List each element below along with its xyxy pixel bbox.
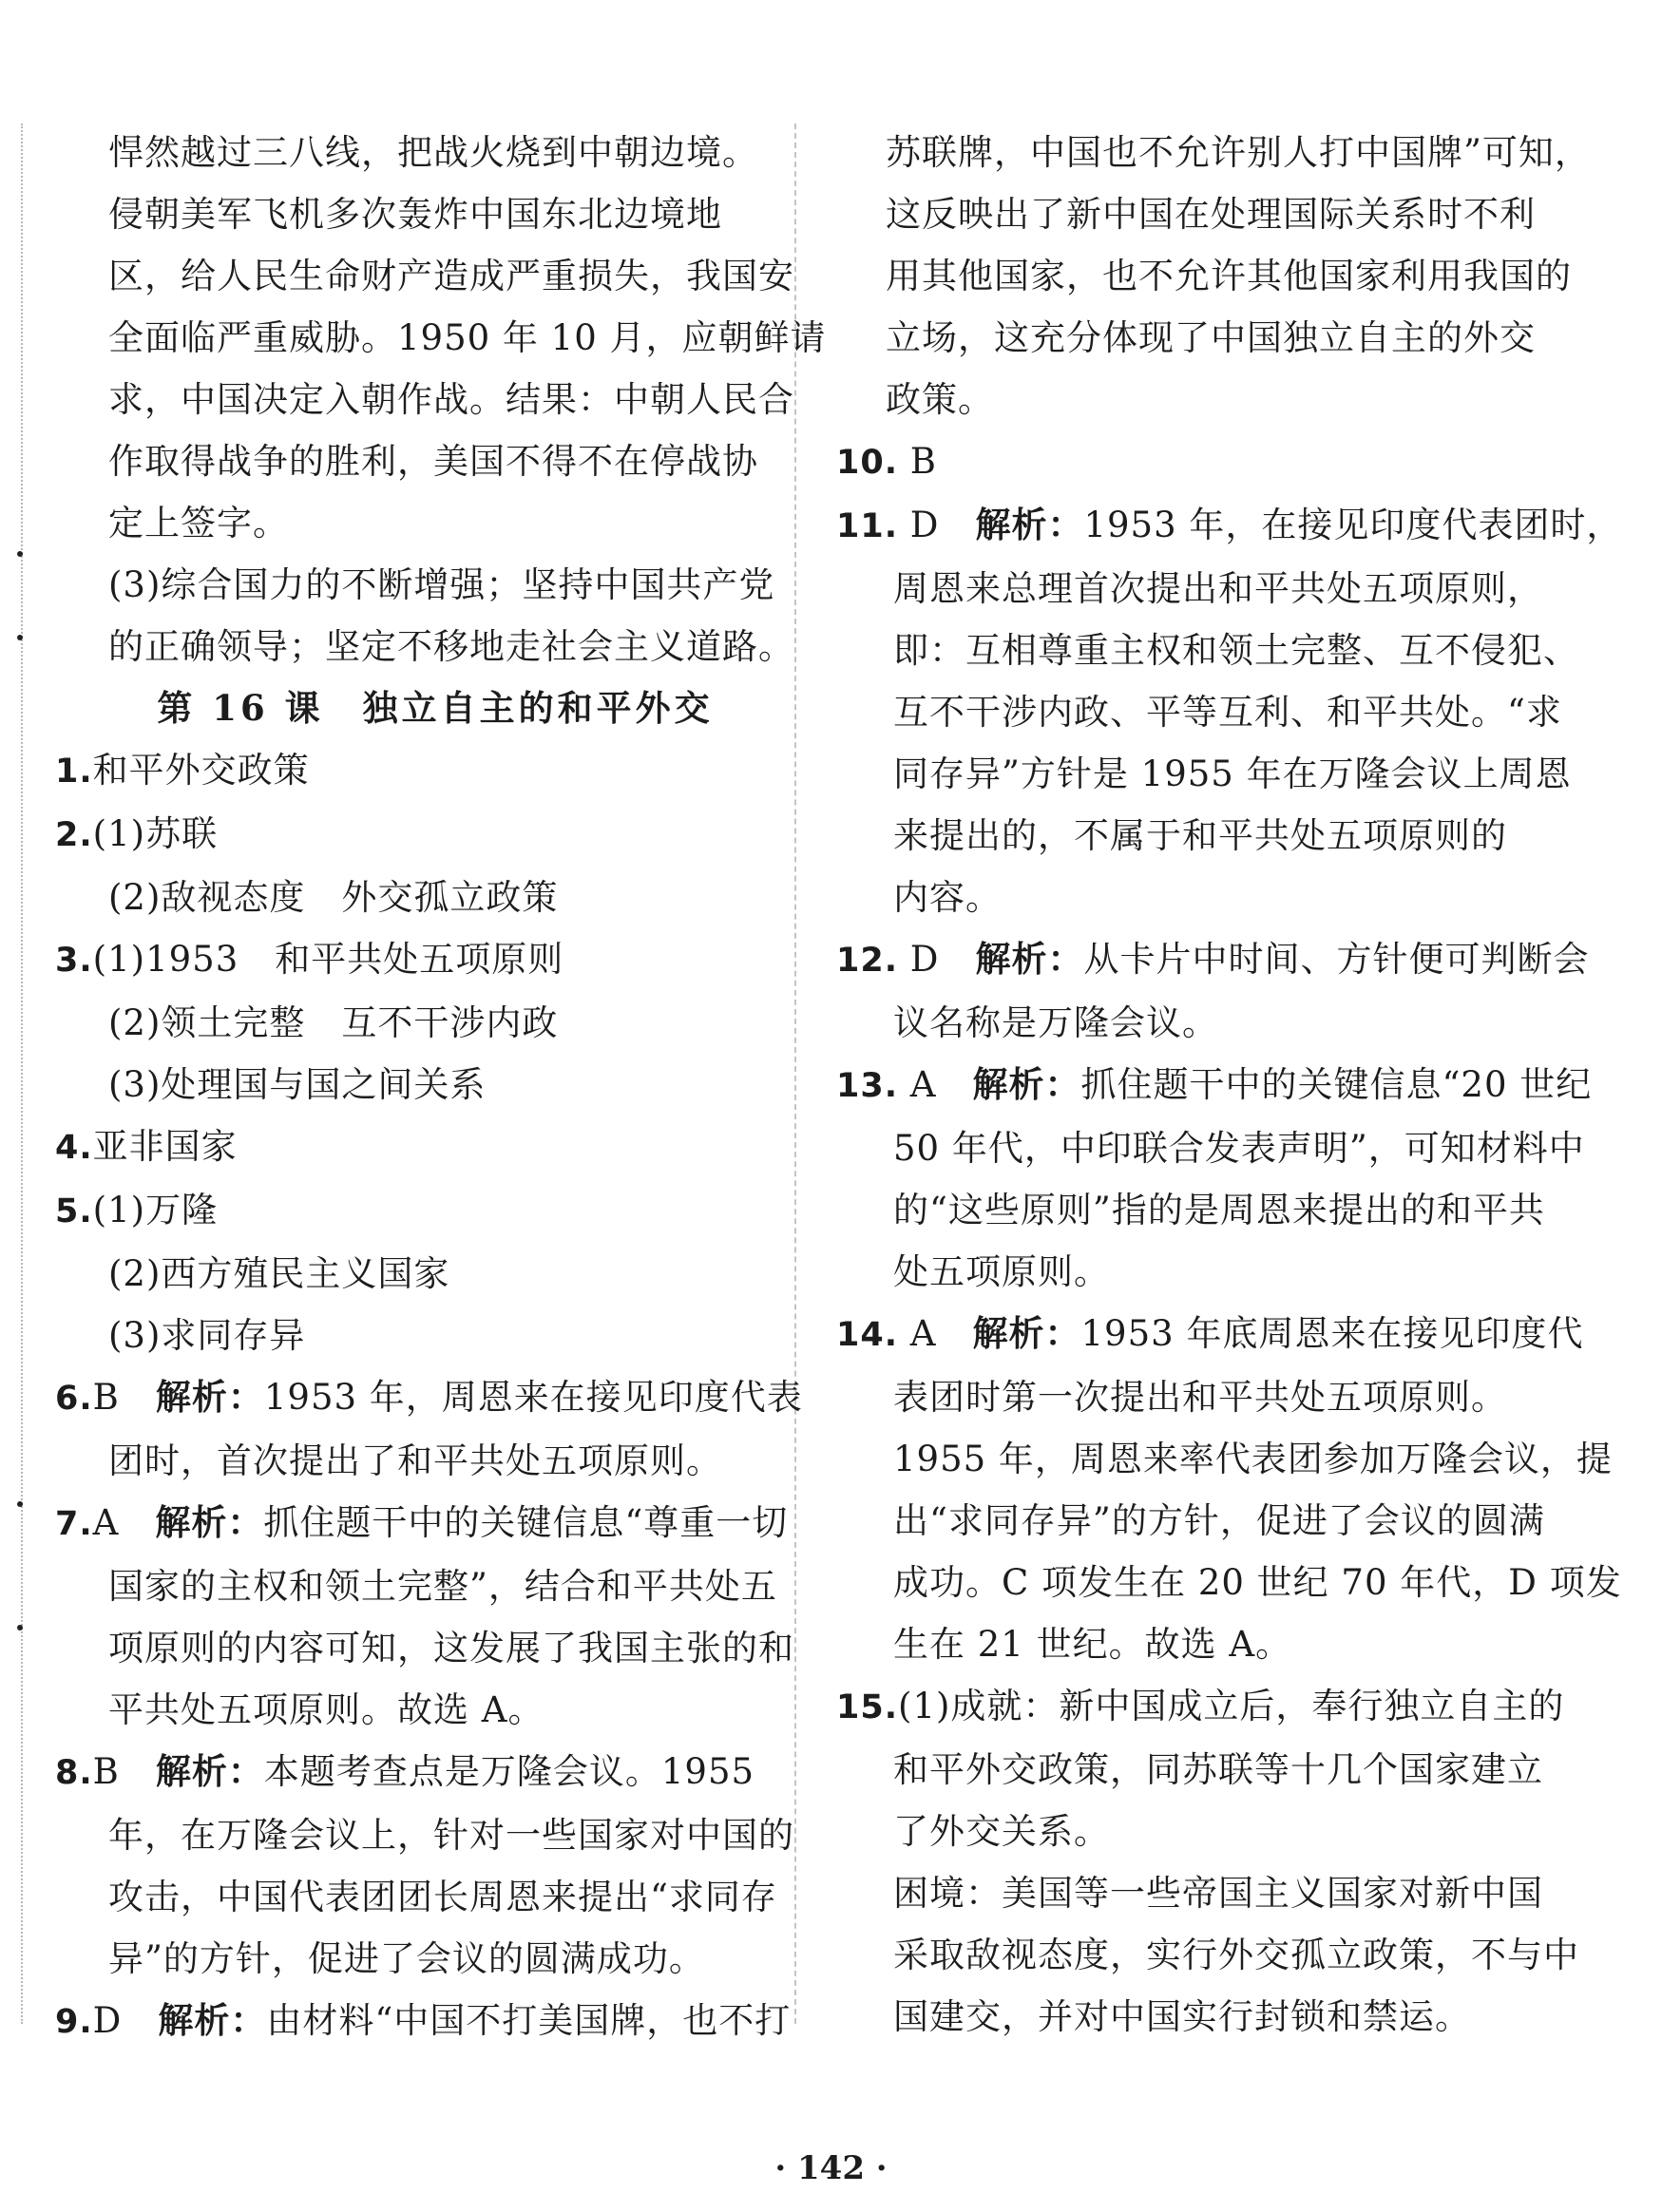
analysis-label: 解析：: [972, 1313, 1081, 1354]
item-answer: 亚非国家: [92, 1126, 238, 1167]
analysis-text: 表团时第一次提出和平共处五项原则。: [893, 1377, 1507, 1418]
item-number: 9.: [55, 2003, 93, 2041]
left-column: [55, 122, 827, 2053]
right-column: [836, 122, 1623, 2048]
item-answer: 采取敌视态度，实行外交孤立政策，不与中: [893, 1935, 1579, 1975]
text-line: 立场，这充分体现了中国独立自主的外交: [886, 317, 1536, 358]
analysis-text: 由材料“中国不打美国牌，也不打: [266, 2000, 792, 2041]
text-line: 定上签字。: [108, 503, 289, 543]
analysis-text: 即：互相尊重主权和领土完整、互不侵犯、: [893, 630, 1579, 671]
item-number: 3.: [55, 942, 93, 980]
analysis-text: 成功。C 项发生在 20 世纪 70 年代，D 项发: [893, 1562, 1622, 1603]
text-line: 悍然越过三八线，把战火烧到中朝边境。: [108, 132, 758, 173]
item-answer: (1)成就：新中国成立后，奉行独立自主的: [898, 1686, 1565, 1726]
item-answer: 国建交，并对中国实行封锁和禁运。: [893, 1996, 1471, 2037]
analysis-text: 本题考查点是万隆会议。1955: [263, 1751, 755, 1792]
item-number: 6.: [55, 1380, 93, 1418]
analysis-text: 50 年代，中印联合发表声明”，可知材料中: [893, 1128, 1585, 1169]
analysis-text: 来提出的，不属于和平共处五项原则的: [893, 815, 1507, 856]
analysis-text: 1953 年底周恩来在接见印度代: [1080, 1313, 1584, 1354]
item-number: 12.: [836, 942, 899, 980]
analysis-text: 平共处五项原则。故选 A。: [108, 1689, 544, 1730]
answer-letter: B: [909, 441, 937, 482]
item-number: 10.: [836, 444, 899, 482]
item-number: 1.: [55, 753, 93, 791]
item-answer: (1)苏联: [92, 813, 219, 854]
lesson-title: 第 16 课 独立自主的和平外交: [157, 687, 714, 729]
analysis-text: 1953 年，周恩来在接见印度代表: [263, 1377, 803, 1418]
answer-letter: A: [92, 1502, 120, 1543]
text-line: 这反映出了新中国在处理国际关系时不利: [886, 194, 1536, 235]
item-answer: 和平外交政策，同苏联等十几个国家建立: [893, 1749, 1543, 1790]
analysis-text: 项原则的内容可知，这发展了我国主张的和: [108, 1628, 794, 1669]
analysis-text: 内容。: [893, 877, 1002, 918]
text-line: (3)综合国力的不断增强；坚持中国共产党: [108, 564, 775, 605]
analysis-text: 异”的方针，促进了会议的圆满成功。: [108, 1938, 705, 1979]
analysis-text: 攻击，中国代表团团长周恩来提出“求同存: [108, 1877, 777, 1917]
analysis-text: 同存异”方针是 1955 年在万隆会议上周恩: [893, 753, 1572, 794]
margin-cut-line: [21, 124, 23, 2024]
text-line: 全面临严重威胁。1950 年 10 月，应朝鲜请: [108, 317, 827, 358]
text-line: 的正确领导；坚定不移地走社会主义道路。: [108, 626, 794, 667]
item-answer: (2)西方殖民主义国家: [108, 1253, 450, 1294]
analysis-text: 的“这些原则”指的是周恩来提出的和平共: [893, 1190, 1545, 1230]
item-number: 4.: [55, 1129, 93, 1167]
text-line: 作取得战争的胜利，美国不得不在停战协: [108, 441, 758, 482]
item-number: 7.: [55, 1505, 93, 1543]
analysis-text: 议名称是万隆会议。: [893, 1002, 1218, 1043]
column-divider: [794, 124, 796, 2024]
analysis-text: 周恩来总理首次提出和平共处五项原则，: [893, 568, 1543, 609]
analysis-label: 解析：: [155, 1377, 264, 1418]
item-number: 14.: [836, 1316, 899, 1354]
item-answer: (2)领土完整 互不干涉内政: [108, 1002, 559, 1043]
item-answer: (3)求同存异: [108, 1315, 306, 1356]
text-line: 侵朝美军飞机多次轰炸中国东北边境地: [108, 194, 722, 235]
answer-letter: D: [909, 939, 940, 980]
text-line: 政策。: [886, 379, 994, 420]
item-number: 11.: [836, 507, 899, 545]
analysis-text: 团时，首次提出了和平共处五项原则。: [108, 1440, 722, 1481]
answer-letter: D: [92, 2000, 123, 2041]
analysis-label: 解析：: [975, 939, 1084, 980]
analysis-text: 抓住题干中的关键信息“尊重一切: [263, 1502, 789, 1543]
item-answer: (3)处理国与国之间关系: [108, 1064, 487, 1105]
analysis-text: 1953 年，在接见印度代表团时，: [1083, 505, 1623, 545]
page-number: · 142 ·: [774, 2149, 888, 2187]
margin-dot: [17, 551, 23, 557]
item-answer: (1)1953 和平共处五项原则: [92, 939, 564, 980]
answer-letter: B: [92, 1377, 120, 1418]
margin-dot: [17, 1501, 23, 1507]
analysis-text: 出“求同存异”的方针，促进了会议的圆满: [893, 1500, 1545, 1541]
analysis-text: 抓住题干中的关键信息“20 世纪: [1080, 1064, 1593, 1105]
analysis-text: 生在 21 世纪。故选 A。: [893, 1624, 1292, 1665]
answer-letter: A: [909, 1313, 937, 1354]
analysis-label: 解析：: [155, 1502, 264, 1543]
answer-letter: B: [92, 1751, 120, 1792]
answer-letter: D: [909, 505, 940, 545]
analysis-label: 解析：: [975, 505, 1084, 545]
text-line: 区，给人民生命财产造成严重损失，我国安: [108, 256, 794, 296]
analysis-label: 解析：: [972, 1064, 1081, 1105]
analysis-text: 互不干涉内政、平等互利、和平共处。“求: [893, 692, 1562, 733]
item-number: 13.: [836, 1067, 899, 1105]
item-number: 2.: [55, 816, 93, 854]
item-number: 8.: [55, 1754, 93, 1792]
item-answer: 困境：美国等一些帝国主义国家对新中国: [893, 1873, 1543, 1914]
analysis-text: 国家的主权和领土完整”，结合和平共处五: [108, 1566, 777, 1607]
analysis-label: 解析：: [158, 2000, 267, 2041]
text-line: 苏联牌，中国也不允许别人打中国牌”可知，: [886, 132, 1591, 173]
text-line: 用其他国家，也不允许其他国家利用我国的: [886, 256, 1572, 296]
item-answer: (2)敌视态度 外交孤立政策: [108, 877, 559, 918]
analysis-text: 从卡片中时间、方针便可判断会: [1083, 939, 1590, 980]
item-answer: 了外交关系。: [893, 1811, 1110, 1852]
analysis-label: 解析：: [155, 1751, 264, 1792]
item-number: 5.: [55, 1192, 93, 1230]
analysis-text: 1955 年，周恩来率代表团参加万隆会议，提: [893, 1439, 1613, 1479]
margin-dot: [17, 635, 23, 640]
text-line: 求，中国决定入朝作战。结果：中朝人民合: [108, 379, 794, 420]
analysis-text: 年，在万隆会议上，针对一些国家对中国的: [108, 1815, 794, 1856]
item-number: 15.: [836, 1688, 899, 1726]
answer-letter: A: [909, 1064, 937, 1105]
item-answer: 和平外交政策: [92, 750, 310, 791]
item-answer: (1)万隆: [92, 1190, 219, 1230]
margin-dot: [17, 1625, 23, 1630]
analysis-text: 处五项原则。: [893, 1251, 1110, 1292]
